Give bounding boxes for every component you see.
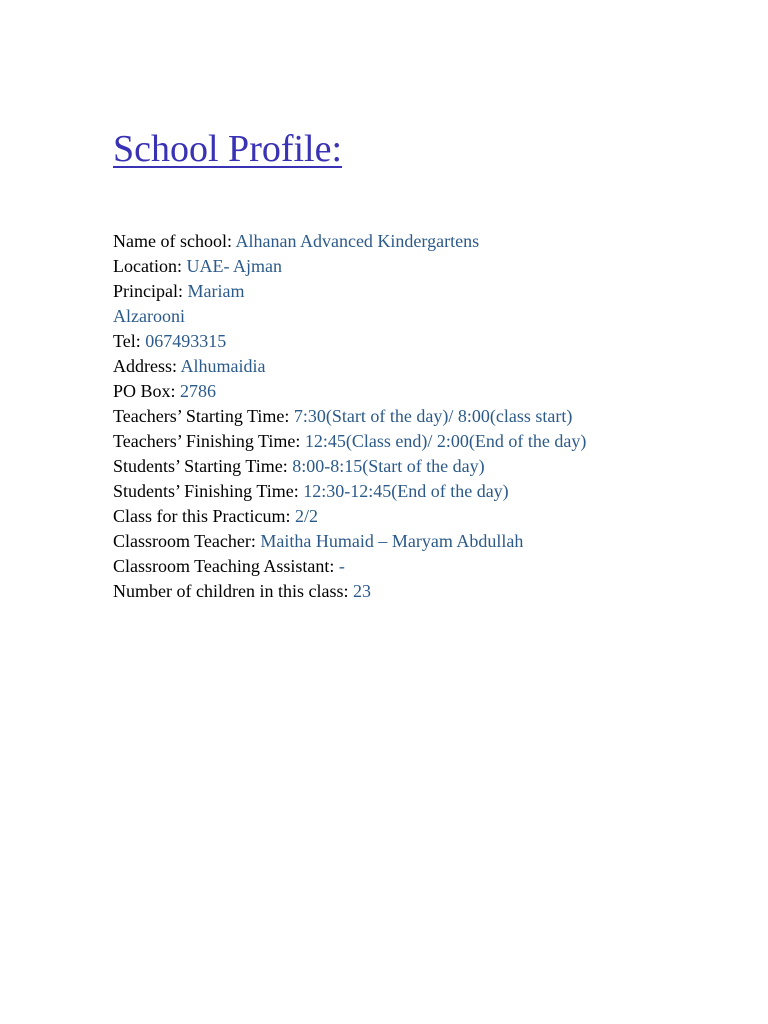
field-value: 7:30(Start of the day)/ 8:00(class start) [293, 406, 573, 426]
field-value: 12:30-12:45(End of the day) [303, 481, 509, 501]
field-number-of-children [113, 579, 753, 604]
field-label: Teachers’ Finishing Time: [113, 431, 305, 451]
field-class-for-practicum [113, 504, 753, 529]
field-value: 2786 [180, 381, 217, 401]
field-value: Alhumaidia [180, 356, 266, 376]
field-po-box [113, 379, 753, 404]
field-value: 067493315 [145, 331, 227, 351]
field-label: PO Box: [113, 381, 181, 401]
page-title: School Profile: [113, 128, 343, 170]
field-teachers-finishing-time [113, 429, 753, 454]
field-label: Teachers’ Starting Time: [113, 406, 294, 426]
field-label: Location: [113, 256, 187, 276]
field-classroom-teacher [113, 529, 753, 554]
field-label: Students’ Finishing Time: [113, 481, 304, 501]
field-tel [113, 329, 753, 354]
field-address [113, 354, 753, 379]
field-teachers-starting-time [113, 404, 753, 429]
field-value: 2/2 [294, 506, 318, 526]
field-value: UAE- Ajman [186, 256, 282, 276]
field-value: Mariam [187, 281, 245, 301]
field-value: 23 [352, 581, 371, 601]
field-label: Class for this Practicum: [113, 506, 295, 526]
field-principal-continued [113, 304, 753, 329]
field-students-starting-time [113, 454, 753, 479]
field-label: Classroom Teaching Assistant: [113, 556, 339, 576]
field-name-of-school [113, 229, 753, 254]
field-value: Alhanan Advanced Kindergartens [235, 231, 480, 251]
field-label: Address: [113, 356, 181, 376]
field-label: Classroom Teacher: [113, 531, 261, 551]
field-label: Students’ Starting Time: [113, 456, 293, 476]
field-location [113, 254, 753, 279]
field-label: Principal: [113, 281, 188, 301]
field-value: 12:45(Class end)/ 2:00(End of the day) [304, 431, 587, 451]
field-classroom-teaching-assistant [113, 554, 753, 579]
field-value: - [338, 556, 345, 576]
field-principal [113, 279, 753, 304]
field-label: Tel: [113, 331, 146, 351]
field-value: 8:00-8:15(Start of the day) [292, 456, 485, 476]
field-label: Name of school: [113, 231, 236, 251]
field-value: Alzarooni [113, 306, 185, 326]
school-profile-fields [113, 229, 753, 604]
field-value: Maitha Humaid – Maryam Abdullah [260, 531, 524, 551]
field-students-finishing-time [113, 479, 753, 504]
field-label: Number of children in this class: [113, 581, 353, 601]
